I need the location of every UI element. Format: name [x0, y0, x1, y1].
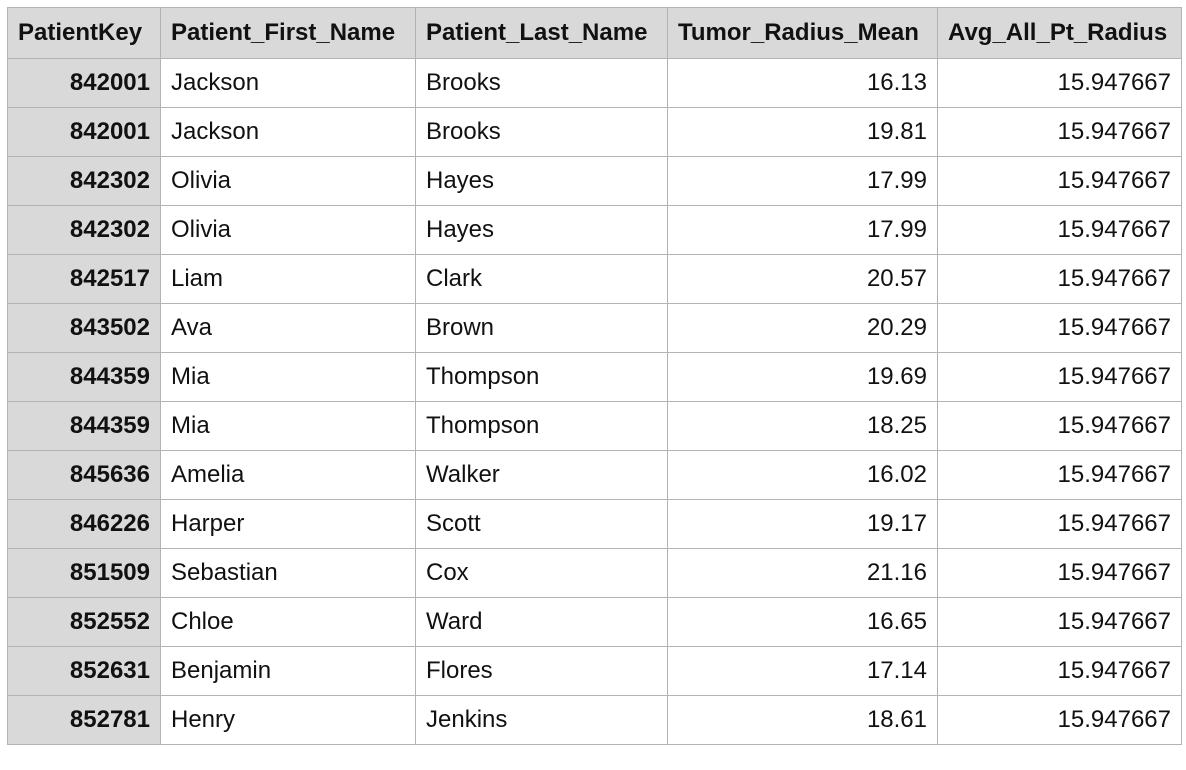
cell-patient-last-name[interactable]: Brooks: [416, 59, 668, 108]
cell-patient-last-name[interactable]: Hayes: [416, 157, 668, 206]
cell-tumor-radius-mean[interactable]: 19.69: [668, 353, 938, 402]
cell-tumor-radius-mean[interactable]: 18.61: [668, 696, 938, 745]
patient-data-table: [7, 7, 1182, 745]
table-row: [8, 402, 1182, 451]
table-row: [8, 696, 1182, 745]
column-header-avg-all-pt-radius[interactable]: Avg_All_Pt_Radius: [938, 8, 1182, 59]
cell-patient-first-name[interactable]: Olivia: [161, 206, 416, 255]
cell-patient-key[interactable]: 851509: [8, 549, 161, 598]
cell-patient-first-name[interactable]: Olivia: [161, 157, 416, 206]
cell-tumor-radius-mean[interactable]: 16.02: [668, 451, 938, 500]
cell-patient-last-name[interactable]: Walker: [416, 451, 668, 500]
cell-patient-key[interactable]: 843502: [8, 304, 161, 353]
cell-patient-first-name[interactable]: Jackson: [161, 59, 416, 108]
cell-patient-key[interactable]: 846226: [8, 500, 161, 549]
cell-patient-last-name[interactable]: Jenkins: [416, 696, 668, 745]
cell-patient-key[interactable]: 842001: [8, 108, 161, 157]
cell-patient-first-name[interactable]: Sebastian: [161, 549, 416, 598]
cell-tumor-radius-mean[interactable]: 20.29: [668, 304, 938, 353]
cell-patient-last-name[interactable]: Thompson: [416, 353, 668, 402]
cell-patient-key[interactable]: 852781: [8, 696, 161, 745]
table-row: [8, 304, 1182, 353]
cell-avg-all-pt-radius[interactable]: 15.947667: [938, 598, 1182, 647]
cell-avg-all-pt-radius[interactable]: 15.947667: [938, 451, 1182, 500]
cell-tumor-radius-mean[interactable]: 19.81: [668, 108, 938, 157]
table-row: [8, 157, 1182, 206]
table-row: [8, 255, 1182, 304]
column-header-patient-key[interactable]: PatientKey: [8, 8, 161, 59]
cell-patient-key[interactable]: 842001: [8, 59, 161, 108]
cell-avg-all-pt-radius[interactable]: 15.947667: [938, 549, 1182, 598]
cell-patient-last-name[interactable]: Brown: [416, 304, 668, 353]
cell-patient-first-name[interactable]: Liam: [161, 255, 416, 304]
cell-avg-all-pt-radius[interactable]: 15.947667: [938, 647, 1182, 696]
cell-patient-first-name[interactable]: Ava: [161, 304, 416, 353]
cell-avg-all-pt-radius[interactable]: 15.947667: [938, 500, 1182, 549]
cell-tumor-radius-mean[interactable]: 19.17: [668, 500, 938, 549]
cell-patient-key[interactable]: 842302: [8, 157, 161, 206]
cell-patient-key[interactable]: 852552: [8, 598, 161, 647]
table-row: [8, 353, 1182, 402]
table-row: [8, 647, 1182, 696]
cell-tumor-radius-mean[interactable]: 16.13: [668, 59, 938, 108]
cell-patient-first-name[interactable]: Amelia: [161, 451, 416, 500]
column-header-tumor-radius-mean[interactable]: Tumor_Radius_Mean: [668, 8, 938, 59]
cell-patient-last-name[interactable]: Clark: [416, 255, 668, 304]
cell-patient-first-name[interactable]: Henry: [161, 696, 416, 745]
column-header-patient-last-name[interactable]: Patient_Last_Name: [416, 8, 668, 59]
cell-tumor-radius-mean[interactable]: 17.99: [668, 206, 938, 255]
cell-patient-first-name[interactable]: Jackson: [161, 108, 416, 157]
cell-avg-all-pt-radius[interactable]: 15.947667: [938, 59, 1182, 108]
cell-patient-key[interactable]: 844359: [8, 353, 161, 402]
cell-tumor-radius-mean[interactable]: 20.57: [668, 255, 938, 304]
cell-tumor-radius-mean[interactable]: 17.14: [668, 647, 938, 696]
cell-avg-all-pt-radius[interactable]: 15.947667: [938, 353, 1182, 402]
cell-avg-all-pt-radius[interactable]: 15.947667: [938, 157, 1182, 206]
table-header: [8, 8, 1182, 59]
cell-patient-first-name[interactable]: Harper: [161, 500, 416, 549]
table-row: [8, 549, 1182, 598]
cell-patient-first-name[interactable]: Benjamin: [161, 647, 416, 696]
cell-patient-key[interactable]: 852631: [8, 647, 161, 696]
table-row: [8, 206, 1182, 255]
table-row: [8, 108, 1182, 157]
cell-patient-key[interactable]: 844359: [8, 402, 161, 451]
cell-avg-all-pt-radius[interactable]: 15.947667: [938, 402, 1182, 451]
table-row: [8, 59, 1182, 108]
cell-tumor-radius-mean[interactable]: 17.99: [668, 157, 938, 206]
table-body: [8, 59, 1182, 745]
cell-patient-last-name[interactable]: Hayes: [416, 206, 668, 255]
cell-patient-last-name[interactable]: Scott: [416, 500, 668, 549]
cell-avg-all-pt-radius[interactable]: 15.947667: [938, 206, 1182, 255]
column-header-patient-first-name[interactable]: Patient_First_Name: [161, 8, 416, 59]
table-row: [8, 451, 1182, 500]
cell-patient-first-name[interactable]: Chloe: [161, 598, 416, 647]
table-row: [8, 500, 1182, 549]
cell-patient-first-name[interactable]: Mia: [161, 402, 416, 451]
cell-avg-all-pt-radius[interactable]: 15.947667: [938, 304, 1182, 353]
cell-patient-last-name[interactable]: Flores: [416, 647, 668, 696]
cell-avg-all-pt-radius[interactable]: 15.947667: [938, 108, 1182, 157]
header-row: [8, 8, 1182, 59]
cell-avg-all-pt-radius[interactable]: 15.947667: [938, 255, 1182, 304]
spreadsheet-table-view: [7, 7, 1182, 745]
cell-patient-key[interactable]: 842302: [8, 206, 161, 255]
cell-tumor-radius-mean[interactable]: 18.25: [668, 402, 938, 451]
cell-patient-last-name[interactable]: Thompson: [416, 402, 668, 451]
cell-patient-key[interactable]: 842517: [8, 255, 161, 304]
cell-patient-last-name[interactable]: Cox: [416, 549, 668, 598]
table-row: [8, 598, 1182, 647]
cell-tumor-radius-mean[interactable]: 16.65: [668, 598, 938, 647]
cell-patient-last-name[interactable]: Brooks: [416, 108, 668, 157]
cell-patient-key[interactable]: 845636: [8, 451, 161, 500]
cell-patient-first-name[interactable]: Mia: [161, 353, 416, 402]
cell-tumor-radius-mean[interactable]: 21.16: [668, 549, 938, 598]
cell-patient-last-name[interactable]: Ward: [416, 598, 668, 647]
cell-avg-all-pt-radius[interactable]: 15.947667: [938, 696, 1182, 745]
